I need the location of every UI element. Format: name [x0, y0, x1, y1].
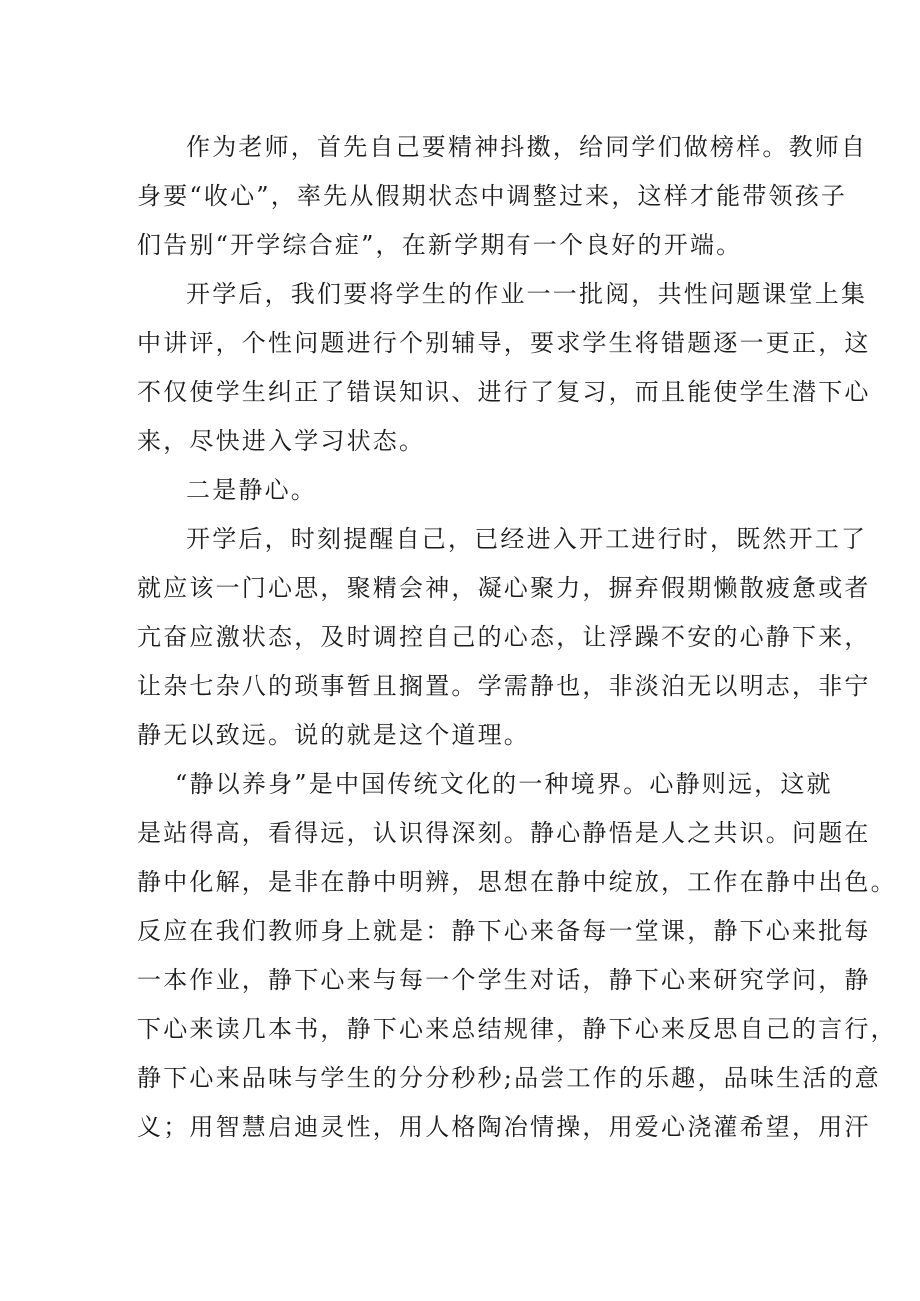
paragraph-2-line-2: 中讲评，个性问题进行个别辅导，要求学生将错题逐一更正，这 [137, 329, 871, 357]
paragraph-4-line-8: 义；用智慧启迪灵性，用人格陶冶情操，用爱心浇灌希望，用汗 [137, 1113, 871, 1141]
paragraph-2-line-1: 开学后，我们要将学生的作业一一批阅，共性问题课堂上集 [186, 280, 868, 308]
paragraph-1-line-2: 身要“收心”，率先从假期状态中调整过来，这样才能带领孩子 [137, 182, 848, 210]
paragraph-4-line-7: 静下心来品味与学生的分分秒秒;品尝工作的乐趣，品味生活的意 [137, 1064, 881, 1092]
paragraph-4-line-2: 是站得高，看得远，认识得深刻。静心静悟是人之共识。问题在 [137, 819, 871, 847]
paragraph-4-line-4: 反应在我们教师身上就是：静下心来备每一堂课，静下心来批每 [137, 917, 871, 945]
paragraph-2-line-3: 不仅使学生纠正了错误知识、进行了复习，而且能使学生潜下心 [137, 378, 871, 406]
paragraph-4-line-6: 下心来读几本书，静下心来总结规律，静下心来反思自己的言行， [137, 1015, 897, 1043]
paragraph-4-line-1: “静以养身”是中国传统文化的一种境界。心静则远，这就 [175, 770, 833, 798]
paragraph-3-line-5: 静无以致远。说的就是这个道理。 [137, 721, 530, 749]
paragraph-3-line-3: 亢奋应激状态，及时调控自己的心态，让浮躁不安的心静下来， [137, 623, 871, 651]
paragraph-4-line-5: 一本作业，静下心来与每一个学生对话，静下心来研究学问，静 [137, 966, 871, 994]
paragraph-3-line-4: 让杂七杂八的琐事暂且搁置。学需静也，非淡泊无以明志，非宁 [137, 672, 871, 700]
section-heading: 二是静心。 [186, 476, 317, 504]
paragraph-2-line-4: 来，尽快进入学习状态。 [137, 427, 426, 455]
paragraph-4-line-3: 静中化解，是非在静中明辨，思想在静中绽放，工作在静中出色。 [137, 868, 897, 896]
paragraph-3-line-1: 开学后，时刻提醒自己，已经进入开工进行时，既然开工了 [186, 525, 868, 553]
paragraph-3-line-2: 就应该一门心思，聚精会神，凝心聚力，摒弃假期懒散疲惫或者 [137, 574, 871, 602]
paragraph-1-line-3: 们告别“开学综合症”，在新学期有一个良好的开端。 [137, 231, 743, 259]
paragraph-1-line-1: 作为老师，首先自己要精神抖擞，给同学们做榜样。教师自 [186, 133, 868, 161]
